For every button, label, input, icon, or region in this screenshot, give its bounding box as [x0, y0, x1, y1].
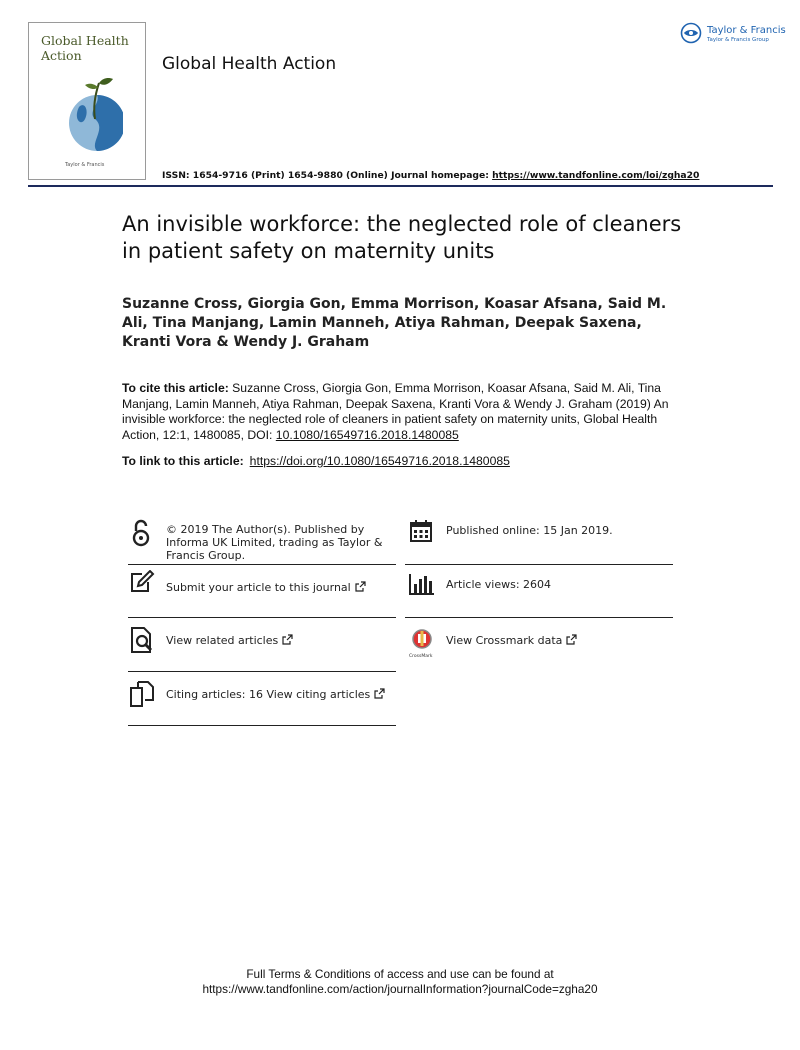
cover-publisher: Taylor & Francis	[65, 162, 105, 168]
crossmark-icon-label: CrossMark	[409, 654, 433, 659]
footer-terms-link[interactable]: https://www.tandfonline.com/action/journalInformation?journalCode=zgha20	[202, 981, 598, 996]
article-authors: Suzanne Cross, Giorgia Gon, Emma Morrison, Koasar Afsana, Said M. Ali, Tina Manjang, Lamin Manneh, Atiya Rahman, Deepak Saxena, Kranti Vora & Wendy J. Graham	[122, 296, 667, 350]
open-access-icon	[128, 518, 154, 548]
journal-homepage-link[interactable]: https://www.tandfonline.com/loi/zgha20	[492, 170, 700, 181]
cover-title: Global Health Action	[41, 33, 129, 63]
header-divider	[28, 185, 773, 187]
article-views: Article views: 2604	[446, 578, 552, 591]
divider	[128, 617, 396, 618]
citing-articles-cell[interactable]	[128, 678, 396, 718]
edit-icon	[128, 570, 156, 594]
citation-text: Suzanne Cross, Giorgia Gon, Emma Morrison, Koasar Afsana, Said M. Ali, Tina Manjang, Lamin Manneh, Atiya Rahman, Deepak Saxena, Kranti Vora & Wendy J. Graham (2019) An invisible workforce: the neglected role of cleaners in patient safety on maternity units, Global Health Action, 12:1, 1480085, DOI:	[122, 381, 669, 442]
doi-link[interactable]: 10.1080/16549716.2018.1480085	[275, 427, 459, 442]
article-link-line	[122, 454, 510, 468]
divider	[128, 564, 396, 565]
search-doc-icon	[128, 626, 156, 654]
calendar-icon	[408, 518, 434, 544]
bar-chart-icon	[408, 572, 436, 596]
article-title: An invisible workforce: the neglected role of cleaners in patient safety on maternity units	[122, 212, 682, 263]
issn-line	[162, 170, 699, 181]
submit-article-cell[interactable]	[128, 570, 396, 610]
article-views-cell	[408, 570, 673, 610]
cover-globe-illustration	[67, 67, 123, 157]
license-text: © 2019 The Author(s). Published by Informa UK Limited, trading as Taylor & Francis Group.	[166, 523, 383, 562]
related-articles-cell[interactable]	[128, 624, 396, 664]
issn-text: ISSN: 1654-9716 (Print) 1654-9880 (Online) Journal homepage:	[162, 170, 493, 181]
link-label: To link to this article:	[122, 454, 244, 468]
citation-label: To cite this article:	[122, 381, 229, 395]
publisher-logo-tagline: Taylor & Francis Group	[707, 37, 769, 43]
crossmark-link[interactable]: View Crossmark data	[446, 634, 563, 647]
crossmark-cell[interactable]	[408, 624, 673, 664]
journal-name: Global Health Action	[162, 54, 337, 74]
footer	[0, 967, 800, 996]
license-cell	[128, 518, 398, 563]
article-url-link[interactable]: https://doi.org/10.1080/16549716.2018.1480085	[249, 454, 510, 468]
divider	[405, 617, 673, 618]
divider	[128, 725, 396, 726]
taylor-francis-logo-icon	[680, 22, 702, 44]
external-link-icon	[374, 688, 385, 699]
journal-cover-thumbnail	[28, 22, 146, 180]
footer-terms-text: Full Terms & Conditions of access and use can be found at	[246, 967, 554, 981]
external-link-icon	[355, 581, 366, 592]
citing-articles-link[interactable]: Citing articles: 16 View citing articles	[166, 688, 371, 701]
published-cell	[408, 518, 673, 548]
divider	[128, 671, 396, 672]
related-articles-link[interactable]: View related articles	[166, 634, 279, 647]
external-link-icon	[566, 634, 577, 645]
submit-article-link[interactable]: Submit your article to this journal	[166, 581, 351, 594]
publisher-logo-name: Taylor & Francis	[707, 25, 786, 36]
citation-block	[122, 381, 682, 443]
divider	[405, 564, 673, 565]
external-link-icon	[282, 634, 293, 645]
citing-articles-icon	[128, 680, 156, 708]
published-date: Published online: 15 Jan 2019.	[446, 524, 613, 537]
